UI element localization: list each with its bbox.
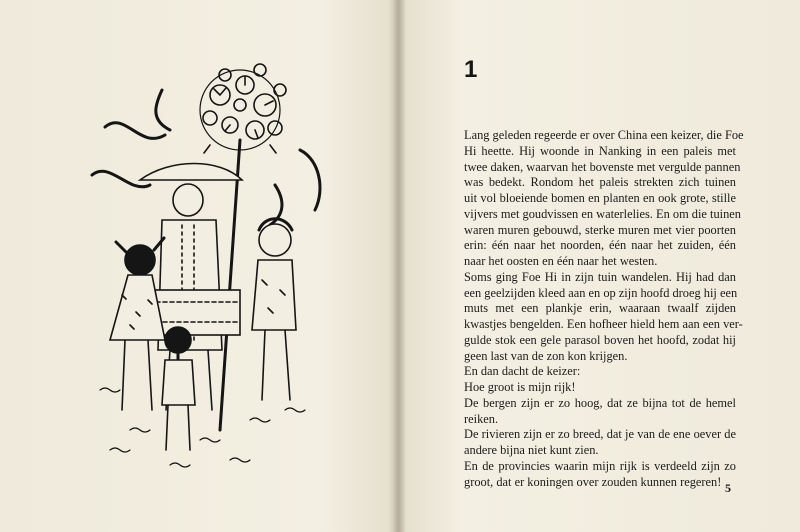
text-line: waren muren gebouwd, sterke muren met vier poorten — [464, 222, 736, 237]
text-line: gulde stok een gele parasol boven het hoofd, zodat hij — [464, 332, 736, 347]
staff — [220, 140, 240, 430]
boy — [252, 219, 296, 400]
text-line: muts met een plankje erin, waaraan twaalf zijden — [464, 301, 736, 316]
chapter-number: 1 — [464, 56, 478, 83]
text-line: twee daken, waarvan het bovenste met vergulde pannen — [464, 159, 741, 174]
text-line: En dan dacht de keizer: — [464, 364, 581, 379]
ground — [100, 388, 305, 467]
text-line: De bergen zijn er zo hoog, dat ze bijna tot de hemel — [464, 395, 736, 410]
text-line: erin: één naar het noorden, één naar het zuiden, één — [464, 238, 736, 253]
text-line: Hoe groot is mijn rijk! — [464, 380, 576, 394]
flower-bouquet — [200, 64, 286, 153]
girl — [110, 238, 165, 410]
text-line: naar het oosten en één naar het westen. — [464, 254, 658, 268]
text-line: een geelzijden kleed aan en op zijn hoofd droeg hij een — [464, 285, 738, 300]
ink-drawing — [92, 64, 320, 467]
small-child — [162, 327, 195, 450]
illustration — [70, 50, 360, 480]
text-line: reiken. — [464, 411, 499, 426]
left-page — [0, 0, 396, 532]
text-line: was bedekt. Rondom het paleis strekten zich tuinen — [464, 175, 736, 190]
text-line: vijvers met goudvissen en waterlelies. En om die tuinen — [464, 206, 742, 221]
text-line: Hi heette. Hij woonde in Nanking in een paleis met — [464, 143, 736, 158]
text-line: uit vol bloeiende bomen en planten en ook grote, stille — [464, 191, 736, 205]
text-line: De rivieren zijn er zo breed, dat je van de ene oever de — [464, 427, 736, 442]
text-line: groot, dat er koningen over zouden kunnen regeren! — [464, 474, 722, 489]
text-line: andere bijna niet kunt zien. — [464, 443, 599, 457]
text-line: Soms ging Foe Hi in zijn tuin wandelen. Hij had dan — [464, 269, 736, 284]
text-line: En de provincies waarin mijn rijk is verdeeld zijn zo — [464, 458, 736, 473]
text-line: Lang geleden regeerde er over China een keizer, die Foe — [464, 128, 744, 142]
text-line: geen last van de zon kon krijgen. — [464, 348, 628, 363]
text-line: kwastjes bengelden. Een hofheer hield hem aan een ver- — [464, 317, 743, 331]
chapter-text — [464, 128, 744, 490]
page-number: 5 — [725, 481, 731, 495]
